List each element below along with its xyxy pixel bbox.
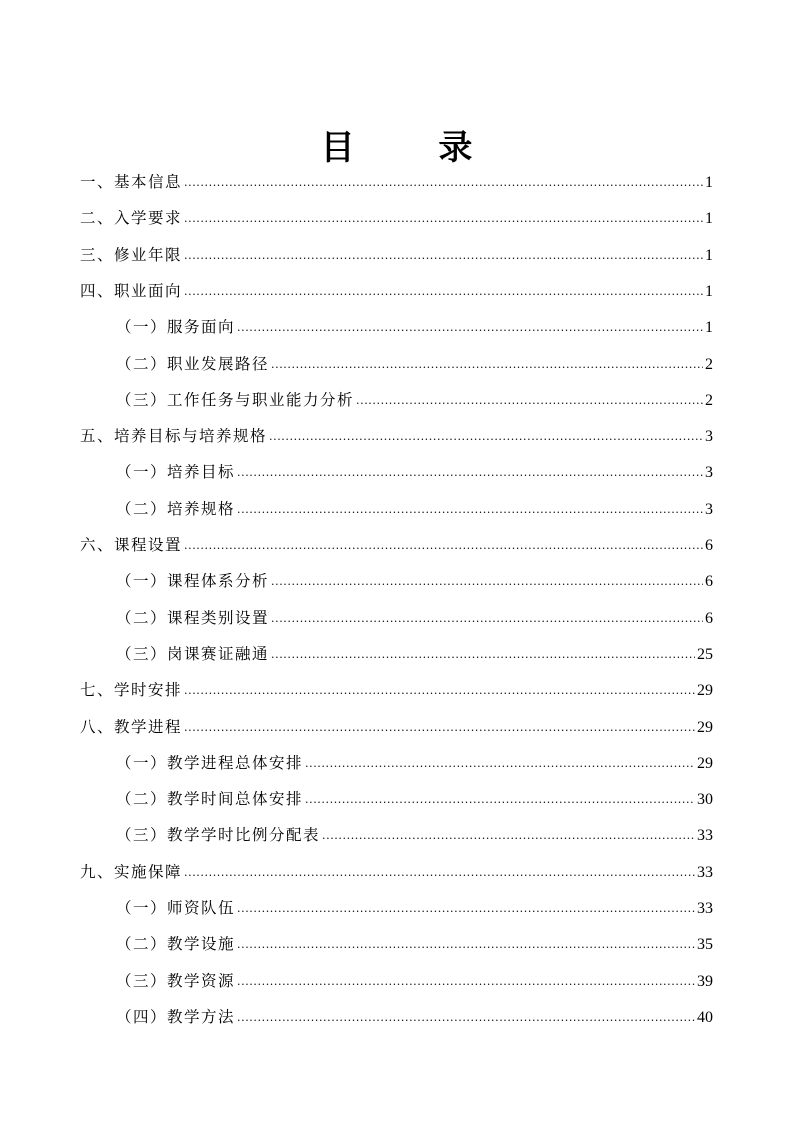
toc-entry[interactable]: [80, 672, 713, 708]
toc-entry[interactable]: [80, 709, 713, 745]
toc-entry-label: （四）教学方法: [116, 1007, 236, 1026]
toc-entry-label: 一、基本信息: [80, 173, 183, 191]
toc-entry-page-number: 3: [705, 428, 713, 446]
toc-entry-label: （二）教学时间总体安排: [116, 790, 304, 809]
toc-entry[interactable]: [80, 527, 713, 563]
toc-entry-page-number: 6: [705, 609, 713, 627]
toc-entry-page-number: 29: [697, 718, 713, 736]
toc-entry[interactable]: [116, 454, 713, 490]
toc-leader-dots: [271, 601, 703, 637]
toc-entry-page-number: 29: [697, 682, 713, 700]
toc-entry-label: （二）教学设施: [116, 935, 236, 954]
toc-entry-label: （二）培养规格: [116, 499, 236, 518]
toc-entry-page-number: 3: [705, 500, 713, 518]
toc-entry-page-number: 33: [697, 863, 713, 881]
toc-entry[interactable]: [80, 237, 713, 273]
toc-leader-dots: [237, 964, 695, 1000]
toc-entry-page-number: 1: [705, 174, 713, 191]
toc-entry-label: （二）职业发展路径: [116, 354, 270, 373]
toc-entry-page-number: 33: [697, 827, 713, 845]
toc-entry[interactable]: [80, 854, 713, 890]
toc-entry-label: 七、学时安排: [80, 681, 183, 700]
toc-entry-label: 八、教学进程: [80, 717, 183, 736]
toc-entry-page-number: 33: [697, 900, 713, 917]
toc-entry-label: （一）教学进程总体安排: [116, 753, 304, 772]
toc-leader-dots: [305, 782, 695, 818]
toc-leader-dots: [237, 1000, 695, 1036]
toc-entry[interactable]: [116, 926, 713, 962]
toc-entry-page-number: 1: [705, 319, 713, 337]
toc-entry-page-number: 6: [705, 537, 713, 554]
toc-entry-page-number: 1: [705, 210, 713, 228]
toc-entry[interactable]: [116, 745, 713, 781]
toc-leader-dots: [271, 637, 695, 673]
toc-entry-page-number: 2: [705, 355, 713, 373]
toc-entry-label: 五、培养目标与培养规格: [80, 427, 268, 446]
toc-entry-label: （三）教学资源: [116, 971, 236, 990]
toc-leader-dots: [322, 818, 695, 854]
toc-entry-label: （一）师资队伍: [116, 899, 236, 917]
toc-entry[interactable]: [116, 999, 713, 1035]
toc-leader-dots: [184, 855, 695, 891]
toc-entry-label: （一）服务面向: [116, 318, 236, 337]
toc-entry[interactable]: [116, 636, 713, 672]
toc-entry[interactable]: [80, 418, 713, 454]
page-title: 目 录: [320, 128, 509, 168]
toc-leader-dots: [184, 710, 695, 746]
toc-entry-page-number: 2: [705, 391, 713, 409]
toc-entry-label: 四、职业面向: [80, 281, 183, 300]
toc-leader-dots: [237, 891, 695, 927]
toc-entry-label: （三）工作任务与职业能力分析: [116, 390, 355, 409]
toc-entry[interactable]: [116, 309, 713, 345]
toc-entry[interactable]: [116, 491, 713, 527]
toc-leader-dots: [184, 274, 703, 310]
toc-leader-dots: [237, 310, 703, 346]
toc-entry-page-number: 25: [697, 645, 713, 663]
toc-entry-label: （一）课程体系分析: [116, 572, 270, 591]
toc-entry-page-number: 40: [697, 1008, 713, 1026]
toc-entry-page-number: 35: [697, 936, 713, 954]
toc-leader-dots: [184, 201, 703, 237]
toc-entry[interactable]: [116, 817, 713, 853]
toc-entry-page-number: 29: [697, 754, 713, 772]
toc-entry[interactable]: [116, 781, 713, 817]
toc-leader-dots: [237, 927, 695, 963]
toc-leader-dots: [356, 383, 703, 419]
toc-entry-label: 三、修业年限: [80, 245, 183, 264]
toc-entry-label: （三）岗课赛证融通: [116, 644, 270, 663]
toc-entry-label: （二）课程类别设置: [116, 608, 270, 627]
toc-entry-page-number: 6: [705, 573, 713, 591]
toc-entry[interactable]: [116, 346, 713, 382]
toc-entry-label: 二、入学要求: [80, 209, 183, 228]
toc-entry[interactable]: [116, 963, 713, 999]
toc-entry[interactable]: [80, 273, 713, 309]
toc-leader-dots: [184, 165, 703, 201]
toc-leader-dots: [269, 419, 703, 455]
toc-entry-label: （三）教学学时比例分配表: [116, 826, 321, 845]
toc-entry-label: 六、课程设置: [80, 536, 183, 554]
toc-entry[interactable]: [80, 164, 713, 200]
toc-entry[interactable]: [116, 382, 713, 418]
toc-entry-label: 九、实施保障: [80, 862, 183, 881]
toc-entry-page-number: 3: [705, 464, 713, 482]
toc-entry-page-number: 30: [697, 791, 713, 809]
toc-leader-dots: [305, 746, 695, 782]
toc-entry[interactable]: [80, 200, 713, 236]
toc-entry[interactable]: [116, 563, 713, 599]
toc-leader-dots: [184, 238, 703, 274]
toc-leader-dots: [237, 455, 703, 491]
toc-leader-dots: [271, 564, 703, 600]
toc-entry-page-number: 1: [705, 246, 713, 264]
toc-leader-dots: [184, 673, 695, 709]
toc-entry-page-number: 1: [705, 282, 713, 300]
toc-entry[interactable]: [116, 600, 713, 636]
toc-leader-dots: [184, 528, 703, 564]
toc-entry-page-number: 39: [697, 972, 713, 990]
toc-entry-label: （一）培养目标: [116, 463, 236, 482]
toc-leader-dots: [271, 347, 703, 383]
toc-leader-dots: [237, 492, 703, 528]
toc-entry[interactable]: [116, 890, 713, 926]
